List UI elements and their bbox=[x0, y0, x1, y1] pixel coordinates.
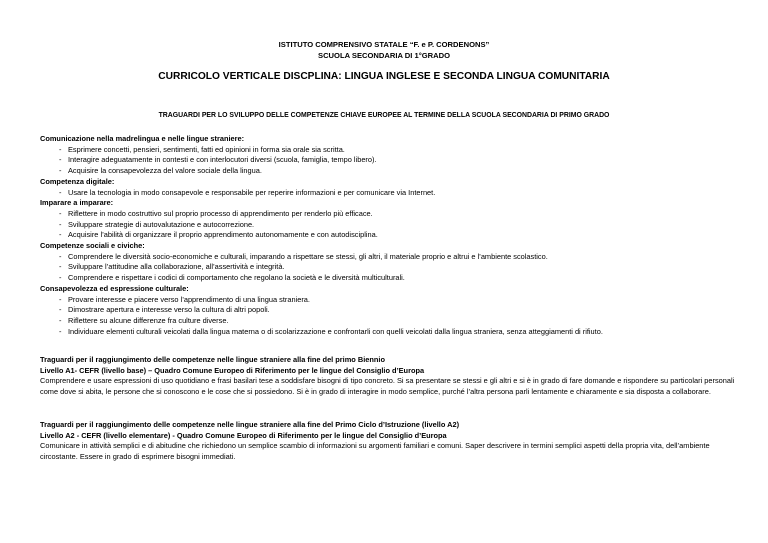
competence-item-text: Individuare elementi culturali veicolati dalla lingua materna o di scolarizzazione e confrontarli con quelli veicolati dalla lingua straniera, senza atteggiamenti di rifiuto. bbox=[68, 326, 603, 336]
dash-bullet: - bbox=[59, 166, 62, 176]
competence-item bbox=[40, 252, 740, 263]
section-text: Comprendere e usare espressioni di uso quotidiano e frasi basilari tese a soddisfare bisogni di tipo concreto. Si sa presentare se stessi e gli altri e si è in grado di fare domande e rispondere su particolari personali come dove si abita, le persone che si conoscono e le cose che si possiedono. Si è in grado di interagire in modo semplice, purché l’altra persona parli lentamente e chiaramente e sia disposta a collaborare. bbox=[40, 376, 735, 397]
competence-heading: Competenza digitale: bbox=[40, 176, 115, 186]
competence-item bbox=[40, 327, 740, 338]
competence-item-text: Dimostrare apertura e interesse verso la cultura di altri popoli. bbox=[68, 305, 270, 315]
competence-item bbox=[40, 166, 740, 177]
competence-item bbox=[40, 273, 740, 284]
competence-item-text: Riflettere in modo costruttivo sul proprio processo di apprendimento per renderlo più efficace. bbox=[68, 208, 373, 218]
competence-item-text: Esprimere concetti, pensieri, sentimenti, fatti ed opinioni in forma sia orale sia scritta. bbox=[68, 144, 345, 154]
document-title: CURRICOLO VERTICALE DISCPLINA: LINGUA INGLESE E SECONDA LINGUA COMUNITARIA bbox=[158, 71, 610, 82]
document-subtitle: TRAGUARDI PER LO SVILUPPO DELLE COMPETENZE CHIAVE EUROPEE AL TERMINE DELLA SCUOLA SECONDARIA DI PRIMO GRADO bbox=[158, 112, 610, 119]
competence-heading: Competenze sociali e civiche: bbox=[40, 241, 145, 251]
dash-bullet: - bbox=[59, 144, 62, 154]
competence-item-text: Comprendere e rispettare i codici di comportamento che regolano la società e le diversità multiculturali. bbox=[68, 273, 405, 283]
competence-item-text: Sviluppare l’attitudine alla collaborazione, all’assertività e integrità. bbox=[68, 262, 285, 272]
dash-bullet: - bbox=[59, 219, 62, 229]
competence-item-text: Interagire adeguatamente in contesti e con interlocutori diversi (scuola, famiglia, tempo libero). bbox=[68, 155, 377, 165]
dash-bullet: - bbox=[59, 305, 62, 315]
dash-bullet: - bbox=[59, 262, 62, 272]
competence-item-text: Comprendere le diversità socio-economiche e culturali, imparando a rispettare se stessi, gli altri, il materiale proprio e altrui e l’ambiente scolastico. bbox=[68, 251, 548, 261]
competence-item bbox=[40, 145, 740, 156]
section-text: Comunicare in attività semplici e di abitudine che richiedono un semplice scambio di informazioni su argomenti familiari e comuni. Saper descrivere in termini semplici aspetti della propria vita, dell’ambiente circostante. Essere in grado di esprimere bisogni immediati. bbox=[40, 441, 710, 462]
dash-bullet: - bbox=[59, 294, 62, 304]
dash-bullet: - bbox=[59, 326, 62, 336]
dash-bullet: - bbox=[59, 273, 62, 283]
dash-bullet: - bbox=[59, 208, 62, 218]
section-heading: Traguardi per il raggiungimento delle competenze nelle lingue straniere alla fine del Primo Ciclo d’Istruzione (livello A2) bbox=[40, 420, 460, 429]
section-heading: Traguardi per il raggiungimento delle competenze nelle lingue straniere alla fine del primo Biennio bbox=[40, 355, 385, 364]
competence-item-text: Usare la tecnologia in modo consapevole e responsabile per reperire informazioni e per comunicare via Internet. bbox=[68, 187, 436, 197]
competence-item bbox=[40, 295, 740, 306]
competence-heading: Consapevolezza ed espressione culturale: bbox=[40, 283, 189, 293]
dash-bullet: - bbox=[59, 251, 62, 261]
competence-item bbox=[40, 262, 740, 273]
competences-list bbox=[40, 134, 740, 337]
competence-item bbox=[40, 209, 740, 220]
competence-item-text: Acquisire l’abilità di organizzare il proprio apprendimento autonomamente e con autodisciplina. bbox=[68, 230, 378, 240]
competence-item-text: Acquisire la consapevolezza del valore sociale della lingua. bbox=[68, 166, 262, 176]
dash-bullet: - bbox=[59, 230, 62, 240]
school-level: SCUOLA SECONDARIA DI 1°GRADO bbox=[318, 51, 450, 60]
competence-item bbox=[40, 155, 740, 166]
dash-bullet: - bbox=[59, 187, 62, 197]
competence-heading: Imparare a imparare: bbox=[40, 198, 114, 208]
competence-item-text: Sviluppare strategie di autovalutazione e autocorrezione. bbox=[68, 219, 255, 229]
competence-item bbox=[40, 305, 740, 316]
level-heading: Livello A2 - CEFR (livello elementare) - Quadro Comune Europeo di Riferimento per le lingue del Consiglio d’Europa bbox=[40, 430, 447, 440]
dash-bullet: - bbox=[59, 155, 62, 165]
school-name: ISTITUTO COMPRENSIVO STATALE “F. e P. CORDENONS” bbox=[278, 40, 490, 49]
competence-item-text: Riflettere su alcune differenze fra culture diverse. bbox=[68, 315, 229, 325]
level-heading: Livello A1- CEFR (livello base) – Quadro Comune Europeo di Riferimento per le lingue del Consiglio d’Europa bbox=[40, 365, 425, 375]
dash-bullet: - bbox=[59, 315, 62, 325]
section-a1 bbox=[40, 355, 740, 398]
competence-item bbox=[40, 230, 740, 241]
competence-item bbox=[40, 220, 740, 231]
competence-item bbox=[40, 316, 740, 327]
competence-item bbox=[40, 188, 740, 199]
competence-heading: Comunicazione nella madrelingua e nelle lingue straniere: bbox=[40, 134, 245, 143]
competence-item-text: Provare interesse e piacere verso l’apprendimento di una lingua straniera. bbox=[68, 294, 310, 304]
section-a2 bbox=[40, 420, 740, 463]
